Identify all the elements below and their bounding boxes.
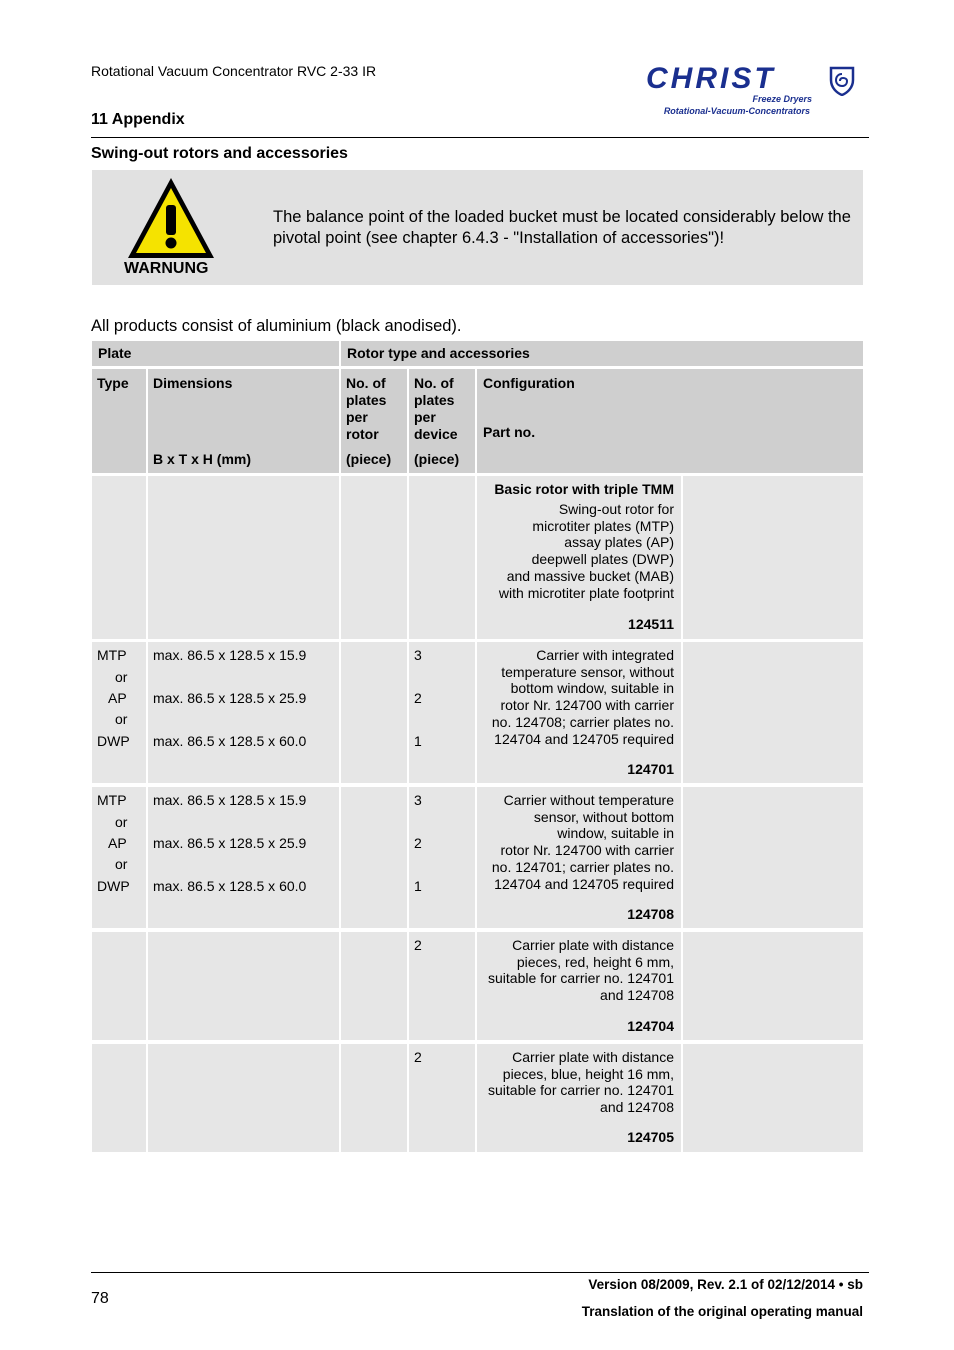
col-per-device-line-1: No. of	[414, 375, 454, 391]
per-device-value: 2	[414, 690, 422, 706]
cell-type	[92, 932, 146, 1040]
cell-configuration	[477, 642, 681, 783]
config-description: Carrier with integrated temperature sensor, without bottom window, suitable in rotor Nr. 124700 with carrier no. 124708; carrier plates no. 124704 and 124705 required	[491, 647, 674, 747]
type-value: AP	[108, 690, 127, 706]
col-type-label: Type	[97, 375, 129, 391]
cell-dimensions	[148, 642, 339, 783]
col-per-rotor-line-4: rotor	[346, 426, 379, 442]
type-value: or	[115, 669, 128, 685]
cell-dimensions	[148, 1044, 339, 1152]
logo-tagline-2: Rotational-Vacuum-Concentrators	[663, 106, 810, 116]
col-per-device-line-2: plates	[414, 392, 455, 408]
cell-blank	[683, 476, 863, 639]
col-per-rotor-line-3: per	[346, 409, 368, 425]
header-plate-label: Plate	[98, 345, 132, 361]
col-dimensions-unit: B x T x H (mm)	[153, 451, 252, 467]
warning-text: The balance point of the loaded bucket must be located considerably below the pivotal point (see chapter 6.4.3 - "Installation of accessories")!	[273, 208, 851, 247]
christ-logo	[640, 62, 868, 122]
footer-rule	[91, 1272, 869, 1273]
cell-configuration	[477, 787, 681, 928]
cell-per-rotor	[341, 1044, 407, 1152]
type-value: or	[115, 814, 128, 830]
per-device-value: 3	[414, 647, 422, 663]
col-per-device-unit: (piece)	[414, 451, 460, 467]
chapter-heading: 11 Appendix	[91, 111, 185, 128]
header-rule	[91, 137, 869, 138]
col-dimensions-header	[148, 369, 339, 473]
per-device-value: 2	[414, 937, 422, 953]
type-value: DWP	[97, 733, 130, 749]
part-number: 124705	[627, 1129, 674, 1145]
intro-text: All products consist of aluminium (black anodised).	[91, 317, 462, 335]
header-rotor-label: Rotor type and accessories	[347, 345, 530, 361]
cell-configuration	[477, 476, 681, 639]
dimension-value: max. 86.5 x 128.5 x 25.9	[153, 835, 307, 851]
warning-box	[92, 170, 863, 285]
col-dimensions-label: Dimensions	[153, 375, 233, 391]
cell-per-device	[409, 642, 475, 783]
cell-type	[92, 1044, 146, 1152]
part-number: 124708	[627, 906, 674, 922]
col-type-header	[92, 369, 146, 473]
type-value: or	[115, 856, 128, 872]
cell-per-rotor	[341, 476, 407, 639]
col-per-rotor-header	[341, 369, 407, 473]
logo-tagline-1: Freeze Dryers	[752, 94, 812, 104]
dimension-value: max. 86.5 x 128.5 x 60.0	[153, 733, 307, 749]
cell-type	[92, 476, 146, 639]
col-part-no-label: Part no.	[483, 424, 536, 440]
config-description: Carrier without temperature sensor, without bottom window, suitable in rotor Nr. 124700 with carrier no. 124701; carrier plates no. 124704 and 124705 required	[491, 792, 674, 892]
cell-per-rotor	[341, 932, 407, 1040]
col-configuration-label: Configuration	[483, 375, 575, 391]
cell-type	[92, 787, 146, 928]
cell-per-rotor	[341, 642, 407, 783]
cell-blank	[683, 787, 863, 928]
header-plate-group	[92, 341, 339, 366]
type-value: DWP	[97, 878, 130, 894]
type-value: MTP	[97, 792, 127, 808]
per-device-value: 1	[414, 733, 422, 749]
config-description: Carrier plate with distance pieces, red, height 6 mm, suitable for carrier no. 124701 and 124708	[488, 937, 674, 1004]
cell-type	[92, 642, 146, 783]
cell-per-device	[409, 1044, 475, 1152]
per-device-value: 2	[414, 835, 422, 851]
logo-wordmark: CHRIST	[646, 62, 776, 95]
dimension-value: max. 86.5 x 128.5 x 25.9	[153, 690, 307, 706]
header-rotor-group	[341, 341, 863, 366]
cell-per-device	[409, 787, 475, 928]
config-title: Basic rotor with triple TMM	[494, 481, 674, 497]
warning-triangle-icon	[125, 175, 217, 261]
type-value: AP	[108, 835, 127, 851]
per-device-value: 2	[414, 1049, 422, 1065]
per-device-value: 1	[414, 878, 422, 894]
cell-blank	[683, 642, 863, 783]
col-configuration-header	[477, 369, 863, 473]
footer-translation-note: Translation of the original operating manual	[581, 1304, 863, 1319]
cell-per-rotor	[341, 787, 407, 928]
config-description: Swing-out rotor for microtiter plates (MTP) assay plates (AP) deepwell plates (DWP) and massive bucket (MAB) with microtiter plate footprint	[498, 501, 674, 601]
per-device-value: 3	[414, 792, 422, 808]
cell-blank	[683, 932, 863, 1040]
dimension-value: max. 86.5 x 128.5 x 15.9	[153, 647, 307, 663]
cell-configuration	[477, 932, 681, 1040]
cell-dimensions	[148, 932, 339, 1040]
col-per-rotor-line-2: plates	[346, 392, 387, 408]
cell-configuration	[477, 1044, 681, 1152]
logo-shield-icon	[828, 66, 856, 96]
col-per-rotor-unit: (piece)	[346, 451, 392, 467]
footer-version: Version 08/2009, Rev. 2.1 of 02/12/2014 • sb	[588, 1277, 863, 1292]
config-description: Carrier plate with distance pieces, blue, height 16 mm, suitable for carrier no. 124701 and 124708	[488, 1049, 674, 1116]
col-per-device-header	[409, 369, 475, 473]
warning-label: WARNUNG	[124, 260, 209, 277]
cell-per-device	[409, 476, 475, 639]
col-per-device-line-4: device	[414, 426, 458, 442]
part-number: 124704	[627, 1018, 674, 1034]
cell-per-device	[409, 932, 475, 1040]
dimension-value: max. 86.5 x 128.5 x 15.9	[153, 792, 307, 808]
cell-dimensions	[148, 787, 339, 928]
part-number: 124701	[627, 761, 674, 777]
type-value: or	[115, 711, 128, 727]
col-per-rotor-line-1: No. of	[346, 375, 386, 391]
section-title: Swing-out rotors and accessories	[91, 145, 348, 162]
page-number: 78	[91, 1290, 109, 1307]
part-number: 124511	[628, 616, 674, 632]
document-title: Rotational Vacuum Concentrator RVC 2-33 IR	[91, 63, 377, 79]
type-value: MTP	[97, 647, 127, 663]
col-per-device-line-3: per	[414, 409, 436, 425]
dimension-value: max. 86.5 x 128.5 x 60.0	[153, 878, 307, 894]
cell-blank	[683, 1044, 863, 1152]
cell-dimensions	[148, 476, 339, 639]
